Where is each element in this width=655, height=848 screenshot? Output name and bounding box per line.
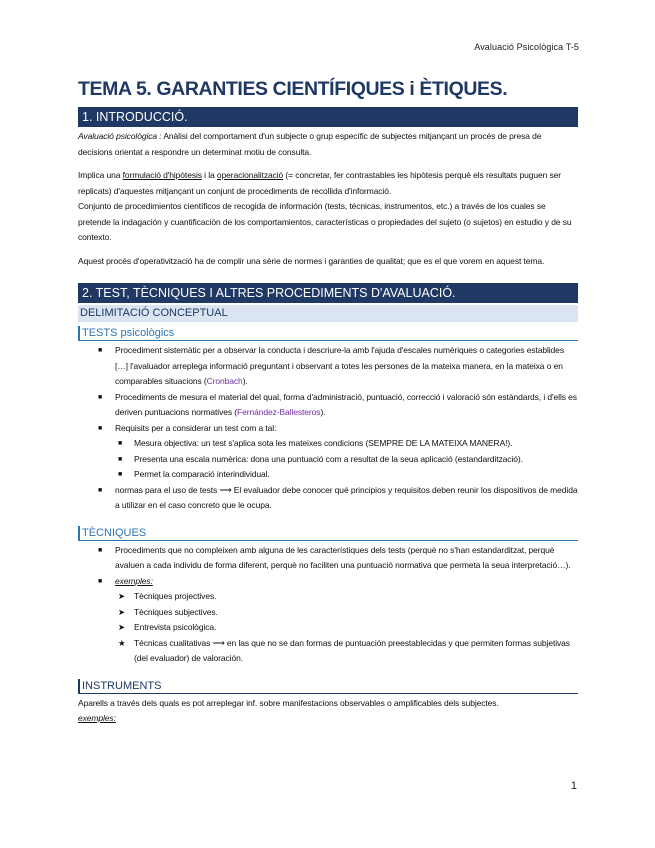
sub-list-item — [78, 620, 578, 636]
page-title: TEMA 5. GARANTIES CIENTÍFIQUES i ÈTIQUES. — [78, 78, 508, 100]
bullet-icon: ■ — [118, 440, 123, 447]
list-item — [78, 543, 578, 574]
star-bullet-icon: ★ — [118, 637, 126, 648]
examples-label: exemples: — [78, 713, 116, 723]
arrow-bullet-icon: ➤ — [118, 591, 126, 601]
list-item — [78, 421, 578, 437]
sub-list-item — [78, 636, 578, 667]
list-item — [78, 574, 578, 590]
subheading-delimitacio: DELIMITACIÓ CONCEPTUAL — [78, 305, 578, 322]
arrow-bullet-icon: ➤ — [118, 622, 126, 632]
bullet-icon: ■ — [118, 455, 123, 463]
list-item — [78, 390, 578, 421]
bullet-icon: ■ — [98, 577, 103, 585]
sub-list-item — [78, 436, 578, 452]
text-run: Tècniques projectives. — [134, 591, 217, 601]
sub-list-item — [78, 467, 578, 483]
operativitzacio-paragraph: Aquest procés d'operativització ha de complir una sèrie de normes i garanties de qualitat; que es el que vorem en aquest tema. — [78, 255, 545, 266]
heading-tests-psicologics: TESTS psicològics — [78, 326, 578, 341]
bullet-icon: ■ — [98, 347, 103, 354]
examples-label: exemples: — [115, 575, 153, 586]
text-run: Técnicas cualitativas ⟶ en las que no se dan formas de puntuación preestablecidas y que permiten formas subjetivas (del evaluador) de valoración. — [134, 637, 570, 663]
text-run: Tècniques subjectives. — [134, 606, 218, 617]
tecniques-list — [78, 543, 578, 667]
text-run: Permet la comparació interindividual. — [134, 469, 270, 479]
text-run: i la — [201, 170, 217, 180]
text-run: Procediment sistemàtic per a observar la conducta i descriure-la amb l'ajuda d'escales numèriques o categories establides […] l'avaluador arreplega informació preguntant i observant a totes les persones de la mateixa manera, en la mateixa o en comparables situacions ( — [115, 345, 564, 386]
heading-instruments: INSTRUMENTS — [78, 679, 578, 694]
procedures-paragraph: Conjunto de procedimientos científicos de recogida de información (tests, técnicas, instrumentos, etc.) a través de los cuales se pretende la indagación y cuantificación de los comportamientos, características o propiedades del sujeto (o sujetos) en estudio y de su contexto. — [78, 201, 572, 242]
definition-text: Anàlisi del comportament d'un subjecte o grup específic de subjectes mitjançant un procés de presa de decisions orientat a respondre un determinat motiu de consulta. — [78, 131, 542, 157]
citation-fernandez-ballesteros: Fernández-Ballesteros — [237, 407, 321, 417]
bullet-icon: ■ — [118, 471, 123, 478]
running-header: Avaluació Psicològica T-5 — [474, 42, 579, 52]
list-item — [78, 483, 578, 514]
text-run: (= concretar, fer contrastables les hipòtesis perquè els resultats puguen ser replicats) d'aquestes mitjançant un conjunt de procediments de recollida d'informació. — [78, 170, 561, 196]
text-run: Requisits per a considerar un test com a tal: — [115, 422, 277, 433]
text-run: Implica una — [78, 170, 123, 180]
section-heading-tests: 2. TEST, TÈCNIQUES I ALTRES PROCEDIMENTS D'AVALUACIÓ. — [78, 283, 578, 303]
citation-cronbach: Cronbach — [206, 376, 243, 386]
text-run: Presenta una escala numèrica: dona una puntuació com a resultat de la seua aplicació (estandardització). — [134, 453, 523, 464]
sub-list-item — [78, 589, 578, 605]
list-item — [78, 343, 578, 390]
section-heading-introduccio: 1. INTRODUCCIÓ. — [78, 107, 578, 127]
page-number: 1 — [570, 780, 577, 792]
text-run: Entrevista psicològica. — [134, 622, 217, 632]
text-run: Procediments de mesura el material del qual, forma d'administració, puntuació, correcció i valoració són estàndards, i d'ells es deriven puntuacions normatives ( — [115, 391, 577, 417]
definition-term: Avaluació psicològica : — [78, 131, 162, 141]
text-run: ). — [320, 407, 326, 417]
instruments-paragraph: Aparells a través dels quals es pot arreplegar inf. sobre manifestacions observables o amplificables dels subjectes. — [78, 697, 499, 708]
hypothesis-paragraph — [78, 168, 578, 199]
sub-list-item — [78, 452, 578, 468]
text-run: ). — [242, 376, 248, 386]
text-run: Procediments que no compleixen amb alguna de les característiques dels tests (perquè no s'han estandarditzat, perquè avaluen a cada individu de forma diferent, perquè no faciliten una puntuació normativa que permeta la seua interpretació…). — [115, 544, 571, 570]
text-run: Mesura objectiva: un test s'aplica sota les mateixes condicions (SEMPRE DE LA MATEIXA MANERA!). — [134, 438, 513, 448]
text-run: normas para el uso de tests ⟶ El evaluador debe conocer qué principios y requisitos deben reunir los dispositivos de medida a utilizar en el caso concreto que le ocupa. — [115, 484, 578, 510]
bullet-icon: ■ — [98, 486, 103, 494]
underlined-term-hipotesis: formulació d'hipòtesis — [122, 170, 202, 180]
bullet-icon: ■ — [98, 393, 103, 401]
document-body — [78, 76, 578, 727]
heading-tecniques: TÈCNIQUES — [78, 526, 578, 541]
arrow-bullet-icon: ➤ — [118, 606, 126, 617]
sub-list-item — [78, 605, 578, 621]
definition-paragraph — [78, 129, 578, 160]
bullet-icon: ■ — [98, 424, 103, 432]
bullet-icon: ■ — [98, 546, 103, 554]
tests-list — [78, 343, 578, 514]
underlined-term-operacionalitzacio: operacionalització — [216, 170, 284, 180]
